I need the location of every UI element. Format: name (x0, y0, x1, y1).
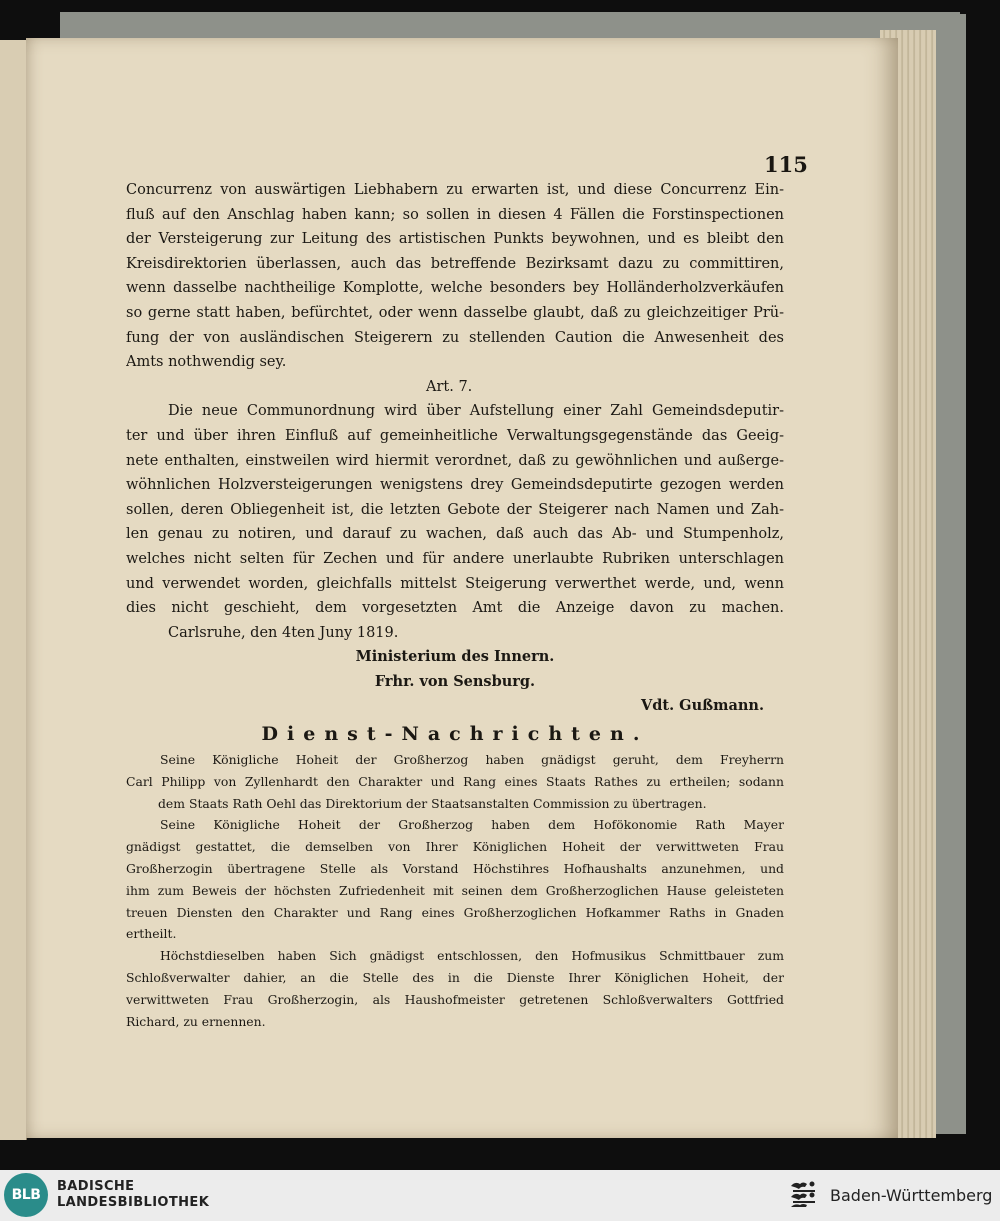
article-line: wöhnlichen Holzversteigerungen wenigstens drey Gemeindsdeputirte gezogen werden (126, 477, 784, 494)
section-heading: Dienst-Nachrichten. (261, 723, 649, 746)
baden-wuerttemberg-lions-icon (788, 1178, 822, 1212)
news-line: Seine Königliche Hoheit der Großherzog haben gnädigst geruht, dem Freyherrn (160, 752, 784, 768)
library-name[interactable] (57, 1179, 209, 1211)
article-line: Die neue Communordnung wird über Aufstellung einer Zahl Gemeindsdeputir- (168, 403, 784, 420)
countersignature: Vdt. Gußmann. (641, 697, 764, 715)
text-line: so gerne statt haben, befürchtet, oder wenn dasselbe glaubt, daß zu gleichzeitiger Prü- (126, 304, 784, 321)
article-line: welches nicht selten für Zechen und für andere unerlaubte Rubriken unterschlagen (126, 550, 784, 567)
news-line: Seine Königliche Hoheit der Großherzog haben dem Hofökonomie Rath Mayer (160, 817, 784, 833)
ministry-name: Ministerium des Innern. (355, 648, 555, 666)
place-date: Carlsruhe, den 4ten Juny 1819. (168, 624, 399, 641)
page-number: 115 (764, 152, 808, 177)
news-line: ihm zum Beweis der höchsten Zufriedenheit mit seinen dem Großherzoglichen Hause geleisteten (126, 882, 784, 898)
text-line: fluß auf den Anschlag haben kann; so sollen in diesen 4 Fällen die Forstinspectionen (126, 206, 784, 223)
facing-page-edge (0, 40, 27, 1140)
article-line: dies nicht geschieht, dem vorgesetzten Amt die Anzeige davon zu machen. (126, 600, 784, 617)
news-line: dem Staats Rath Oehl das Direktorium der Staatsanstalten Commission zu übertragen. (158, 795, 707, 811)
blb-logo-icon[interactable]: BLB (4, 1173, 48, 1217)
article-line: len genau zu notiren, und darauf zu wachen, daß auch das Ab- und Stumpenholz, (126, 526, 784, 543)
text-line: fung der von ausländischen Steigerern zu stellenden Caution die Anwesenheit des (126, 329, 784, 346)
news-line: Schloßverwalter dahier, an die Stelle des in die Dienste Ihrer Königlichen Hoheit, der (126, 970, 784, 986)
article-line: nete enthalten, einstweilen wird hiermit verordnet, daß zu gewöhnlichen und außerge- (126, 452, 784, 469)
news-line: ertheilt. (126, 926, 177, 942)
news-line: Carl Philipp von Zyllenhardt den Charakter und Rang eines Staats Rathes zu ertheilen; sodann (126, 773, 784, 789)
page-text (126, 178, 784, 1032)
article-line: sollen, deren Obliegenheit ist, die letzten Gebote der Steigerer nach Namen und Zah- (126, 501, 784, 518)
article-line: und verwendet worden, gleichfalls mittelst Steigerung verwerthet werde, und, wenn (126, 575, 784, 592)
article-line: ter und über ihren Einfluß auf gemeinheitliche Verwaltungsgegenstände das Geeig- (126, 427, 784, 444)
text-line: Concurrenz von auswärtigen Liebhabern zu erwarten ist, und diese Concurrenz Ein- (126, 182, 784, 198)
news-line: verwittweten Frau Großherzogin, als Haushofmeister getretenen Schloßverwalters Gottfried (126, 991, 784, 1007)
state-name[interactable]: Baden-Württemberg (830, 1186, 993, 1205)
news-line: Höchstdieselben haben Sich gnädigst entschlossen, den Hofmusikus Schmittbauer zum (160, 948, 784, 964)
text-line: wenn dasselbe nachtheilige Komplotte, welche besonders bey Holländerholzverkäufen (126, 280, 784, 297)
text-line: der Versteigerung zur Leitung des artistischen Punkts beywohnen, und es bleibt den (126, 231, 784, 248)
article-heading: Art. 7. (426, 378, 473, 395)
news-line: gnädigst gestattet, die demselben von Ihrer Königlichen Hoheit der verwittweten Frau (126, 839, 784, 855)
news-line: Richard, zu ernennen. (126, 1013, 266, 1029)
news-line: Großherzogin übertragene Stelle als Vorstand Höchstihres Hofhaushalts anzunehmen, und (126, 861, 784, 877)
signatory: Frhr. von Sensburg. (374, 672, 536, 690)
news-line: treuen Diensten den Charakter und Rang eines Großherzoglichen Hofkammer Raths in Gnaden (126, 904, 784, 920)
viewer-footer (0, 1170, 1000, 1221)
library-name-line1: BADISCHE (57, 1179, 135, 1194)
library-name-line2: LANDESBIBLIOTHEK (57, 1195, 210, 1210)
text-line: Amts nothwendig sey. (126, 354, 287, 371)
text-line: Kreisdirektorien überlassen, auch das betreffende Bezirksamt dazu zu committiren, (126, 255, 784, 272)
